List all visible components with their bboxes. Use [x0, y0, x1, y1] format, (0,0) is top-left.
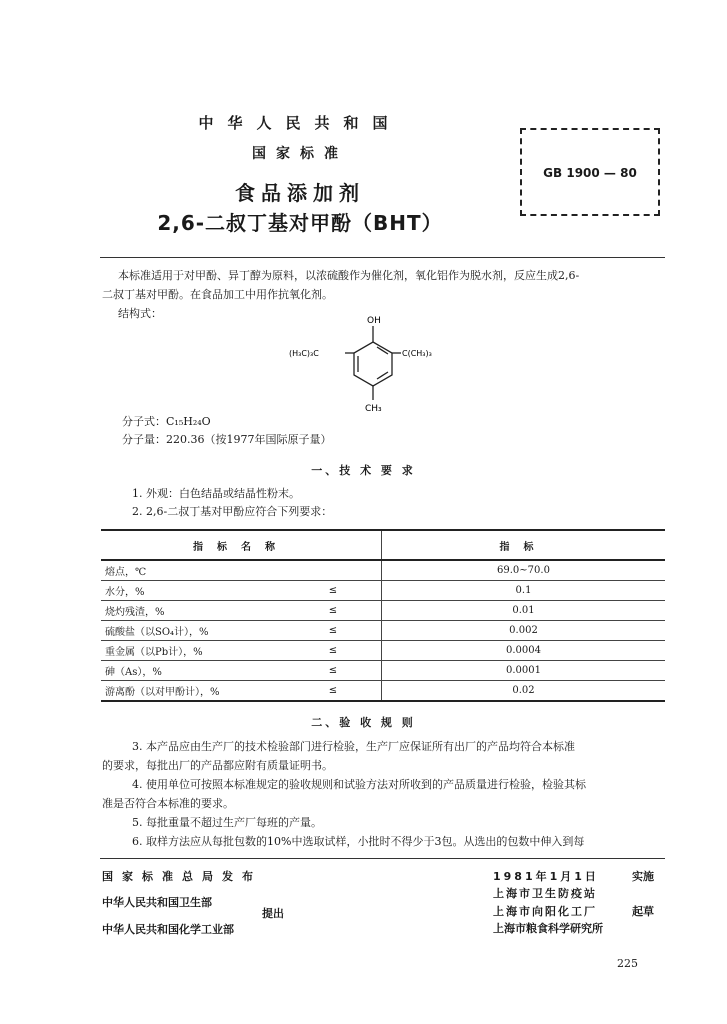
row-value: 0.01: [382, 601, 666, 621]
table-row: [101, 581, 665, 601]
rule-3-line-1: 3. 本产品应由生产厂的技术检验部门进行检验，生产厂应保证所有出厂的产品均符合本标准: [132, 740, 575, 753]
proposer-ministry-health: 中华人民共和国卫生部: [102, 896, 212, 909]
weight-label: 分子量：: [122, 433, 166, 446]
standard-type-heading: 国家标准: [252, 146, 348, 162]
table-row: [101, 601, 665, 621]
draft-label: 起草: [632, 905, 654, 918]
page-number: 225: [617, 957, 638, 970]
row-value: 0.1: [382, 581, 666, 601]
header-divider: [100, 257, 665, 258]
row-symbol: ≤: [285, 661, 382, 681]
header-indicator-name: 指标名称: [101, 530, 382, 560]
row-symbol: ≤: [285, 641, 382, 661]
formula-value: C₁₅H₂₄O: [166, 415, 211, 428]
methyl-label: CH₃: [365, 404, 382, 414]
standard-number: GB 1900 — 80: [543, 166, 637, 180]
table-header-row: [101, 530, 665, 560]
row-value: 0.002: [382, 621, 666, 641]
row-name: 重金属（以Pb计），%: [101, 641, 285, 661]
row-symbol: ≤: [285, 601, 382, 621]
requirement-item-2: 2. 2,6-二叔丁基对甲酚应符合下列要求：: [132, 505, 333, 518]
row-value: 0.0001: [382, 661, 666, 681]
drafter-shanghai-epidemic: 上海市卫生防疫站: [493, 887, 597, 900]
table-row: [101, 621, 665, 641]
section-acceptance-rules: 二、验 收 规 则: [311, 716, 416, 729]
footer-divider: [100, 858, 665, 859]
document-title: 食品添加剂: [235, 181, 365, 205]
table-row: [101, 661, 665, 681]
row-name: 熔点，℃: [101, 560, 285, 581]
row-value: 69.0~70.0: [382, 560, 666, 581]
document-subtitle: 2,6-二叔丁基对甲酚（BHT）: [157, 211, 443, 235]
section-technical-requirements: 一、技 术 要 求: [311, 464, 416, 477]
rule-5: 5. 每批重量不超过生产厂每班的产量。: [132, 816, 322, 829]
intro-line-2: 二叔丁基对甲酚。在食品加工中用作抗氧化剂。: [102, 288, 333, 301]
hydroxyl-label: OH: [367, 316, 381, 326]
row-value: 0.02: [382, 681, 666, 702]
benzene-ring: [345, 326, 401, 400]
effective-date: 1981年1月1日: [493, 870, 599, 883]
row-name: 硫酸盐（以SO₄计），%: [101, 621, 285, 641]
row-name: 游离酚（以对甲酚计），%: [101, 681, 285, 702]
row-name: 水分，%: [101, 581, 285, 601]
country-heading: 中华人民共和国: [198, 114, 402, 132]
row-symbol: ≤: [285, 621, 382, 641]
rule-6: 6. 取样方法应从每批包数的10%中选取试样，小批时不得少于3包。从选出的包数中伸入到每: [132, 835, 585, 848]
table-row: [101, 681, 665, 702]
molecular-weight: [122, 430, 331, 449]
rule-4-line-1: 4. 使用单位可按照本标准规定的验收规则和试验方法对所收到的产品质量进行检验，检验其标: [132, 778, 586, 791]
proposer-ministry-chemical: 中华人民共和国化学工业部: [102, 923, 234, 936]
propose-label: 提出: [262, 907, 284, 920]
effective-label: 实施: [632, 870, 654, 883]
table-row: [101, 641, 665, 661]
row-value: 0.0004: [382, 641, 666, 661]
row-symbol: ≤: [285, 581, 382, 601]
formula-label: 分子式：: [122, 415, 166, 428]
right-group-label: C(CH₃)₃: [402, 349, 432, 358]
molecular-formula: [122, 412, 211, 431]
requirement-item-1: 1. 外观：白色结晶或结晶性粉末。: [132, 487, 300, 500]
rule-3-line-2: 的要求，每批出厂的产品都应附有质量证明书。: [102, 759, 333, 772]
structure-label: 结构式：: [118, 307, 162, 320]
table-row: [101, 560, 665, 581]
issuer: 国家标准总局发布: [102, 870, 262, 883]
row-symbol: ≤: [285, 681, 382, 702]
structure-diagram: [285, 312, 455, 417]
weight-value: 220.36（按1977年国际原子量）: [166, 433, 332, 446]
drafter-xiangyang-chemical: 上海市向阳化工厂: [493, 905, 597, 918]
row-symbol: [285, 560, 382, 581]
standard-number-box: [520, 128, 660, 216]
left-group-label: (H₃C)₃C: [289, 349, 319, 358]
row-name: 烧灼残渣，%: [101, 601, 285, 621]
drafter-grain-institute: 上海市粮食科学研究所: [493, 922, 603, 935]
header-indicator: 指标: [382, 530, 666, 560]
row-name: 砷（As），%: [101, 661, 285, 681]
requirements-table: [101, 529, 665, 702]
rule-4-line-2: 准是否符合本标准的要求。: [102, 797, 234, 810]
intro-line-1: 本标准适用于对甲酚、异丁醇为原料，以浓硫酸作为催化剂，氧化铝作为脱水剂，反应生成2,6-: [118, 269, 580, 282]
